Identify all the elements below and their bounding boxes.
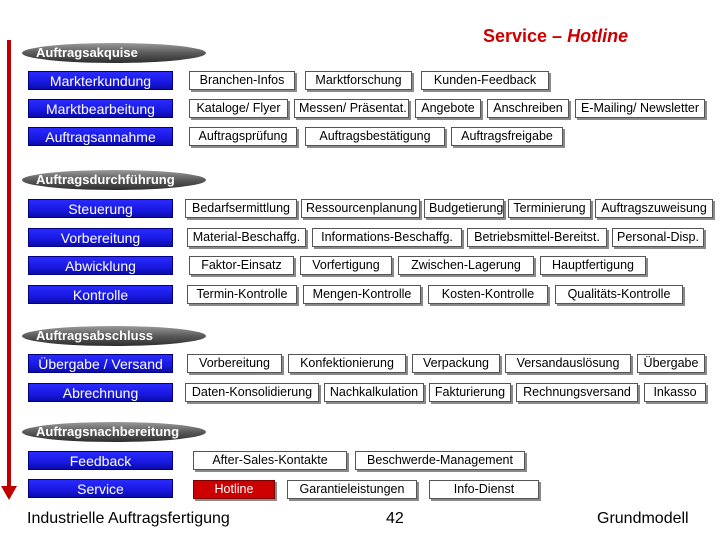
item-hotline: Hotline: [193, 480, 275, 499]
item-mengen-kontrolle: Mengen-Kontrolle: [303, 285, 421, 304]
item-branchen-infos: Branchen-Infos: [189, 71, 295, 90]
item-terminierung: Terminierung: [508, 199, 591, 218]
item-messen-praesentat: Messen/ Präsentat.: [294, 99, 409, 118]
item-informations-beschaffg: Informations-Beschaffg.: [312, 228, 462, 247]
item-auftragsbestaetigung: Auftragsbestätigung: [305, 127, 445, 146]
category-abrechnung: Abrechnung: [28, 383, 173, 402]
phase-durchfuehrung: Auftragsdurchführung: [22, 170, 206, 190]
item-inkasso: Inkasso: [644, 383, 706, 402]
category-steuerung: Steuerung: [28, 199, 173, 218]
category-service: Service: [28, 479, 173, 498]
item-vorbereitung: Vorbereitung: [187, 354, 282, 373]
item-kataloge-flyer: Kataloge/ Flyer: [189, 99, 288, 118]
process-arrow-line: [7, 40, 11, 488]
item-kosten-kontrolle: Kosten-Kontrolle: [428, 285, 548, 304]
item-rechnungsversand: Rechnungsversand: [516, 383, 638, 402]
item-uebergabe: Übergabe: [637, 354, 705, 373]
item-bedarfsermittlung: Bedarfsermittlung: [185, 199, 297, 218]
item-faktor-einsatz: Faktor-Einsatz: [189, 256, 294, 275]
item-personal-disp: Personal-Disp.: [612, 228, 704, 247]
category-markterkundung: Markterkundung: [28, 71, 173, 90]
item-anschreiben: Anschreiben: [487, 99, 569, 118]
item-marktforschung: Marktforschung: [305, 71, 412, 90]
item-beschwerde-management: Beschwerde-Management: [355, 451, 525, 470]
item-ressourcenplanung: Ressourcenplanung: [301, 199, 420, 218]
title-main: Service –: [483, 26, 563, 46]
item-vorfertigung: Vorfertigung: [300, 256, 392, 275]
item-budgetierung: Budgetierung: [424, 199, 504, 218]
phase-nachbereitung: Auftragsnachbereitung: [22, 422, 206, 442]
item-after-sales-kontakte: After-Sales-Kontakte: [193, 451, 347, 470]
category-auftragsannahme: Auftragsannahme: [28, 127, 173, 146]
footer-right: Grundmodell: [597, 510, 689, 527]
item-nachkalkulation: Nachkalkulation: [324, 383, 424, 402]
item-auftragsfreigabe: Auftragsfreigabe: [451, 127, 563, 146]
category-vorbereitung: Vorbereitung: [28, 228, 173, 247]
item-versandausloesung: Versandauslösung: [505, 354, 631, 373]
category-uebergabe-versand: Übergabe / Versand: [28, 354, 173, 373]
item-auftragszuweisung: Auftragszuweisung: [595, 199, 713, 218]
item-material-beschaffg: Material-Beschaffg.: [187, 228, 306, 247]
item-konfektionierung: Konfektionierung: [288, 354, 406, 373]
category-marktbearbeitung: Marktbearbeitung: [28, 99, 173, 118]
phase-akquise: Auftragsakquise: [22, 43, 206, 63]
page-number: 42: [386, 510, 404, 527]
item-angebote: Angebote: [415, 99, 481, 118]
process-arrow-head-icon: [1, 486, 17, 500]
category-abwicklung: Abwicklung: [28, 256, 173, 275]
item-qualitaets-kontrolle: Qualitäts-Kontrolle: [555, 285, 683, 304]
title-italic: Hotline: [567, 26, 629, 46]
slide-title: [483, 26, 628, 47]
item-zwischen-lagerung: Zwischen-Lagerung: [398, 256, 534, 275]
category-kontrolle: Kontrolle: [28, 285, 173, 304]
category-feedback: Feedback: [28, 451, 173, 470]
item-garantieleistungen: Garantieleistungen: [287, 480, 417, 499]
item-verpackung: Verpackung: [412, 354, 500, 373]
item-fakturierung: Fakturierung: [429, 383, 511, 402]
phase-abschluss: Auftragsabschluss: [22, 326, 206, 346]
item-kunden-feedback: Kunden-Feedback: [421, 71, 549, 90]
item-hauptfertigung: Hauptfertigung: [540, 256, 646, 275]
item-info-dienst: Info-Dienst: [429, 480, 539, 499]
item-e-mailing-newsletter: E-Mailing/ Newsletter: [575, 99, 705, 118]
item-auftragspruefung: Auftragsprüfung: [189, 127, 297, 146]
item-termin-kontrolle: Termin-Kontrolle: [187, 285, 297, 304]
item-betriebsmittel-bereitst: Betriebsmittel-Bereitst.: [467, 228, 607, 247]
item-daten-konsolidierung: Daten-Konsolidierung: [185, 383, 319, 402]
footer-left: Industrielle Auftragsfertigung: [27, 510, 230, 527]
